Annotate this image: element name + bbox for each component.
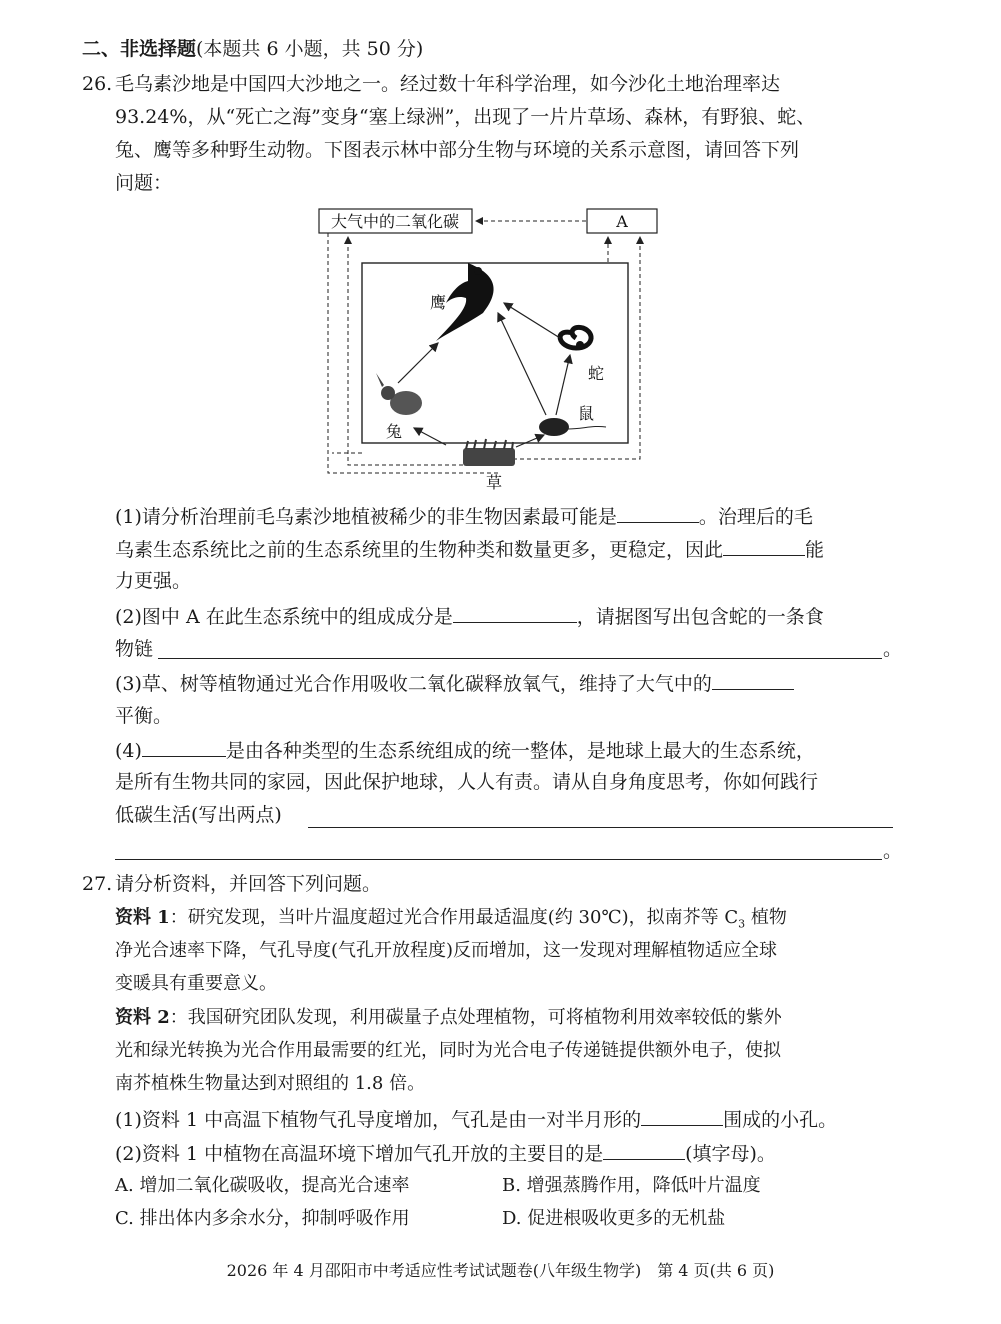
q26-p4-blank-1[interactable] xyxy=(142,736,226,757)
arrow-snake-eagle xyxy=(504,303,560,338)
q27-m2-line-2: 光和绿光转换为光合作用最需要的红光，同时为光合电子传递链提供额外电子，使拟 xyxy=(115,1040,781,1061)
eagle-label: 鹰 xyxy=(430,293,447,312)
frame-to-a-path xyxy=(608,237,628,263)
q27-p1-text-b: 围成的小孔。 xyxy=(723,1109,838,1131)
a-label: A xyxy=(616,212,628,231)
q27-option-c[interactable]: C. 排出体内多余水分，抑制呼吸作用 xyxy=(115,1208,410,1229)
arrow-mouse-eagle xyxy=(498,313,546,415)
q27-m2-line-1 xyxy=(115,1005,782,1031)
q26-p4-text-b: 是由各种类型的生态系统组成的统一整体，是地球上最大的生态系统， xyxy=(225,740,815,762)
q26-p3-line-1 xyxy=(115,669,794,697)
q26-p1-line-1 xyxy=(115,502,813,530)
q26-p2-blank-1[interactable] xyxy=(453,602,577,623)
mouse-label: 鼠 xyxy=(578,404,595,423)
co2-label: 大气中的二氧化碳 xyxy=(330,212,460,231)
q26-p2-end: 。 xyxy=(883,638,903,660)
q27-stem: 请分析资料，并回答下列问题。 xyxy=(115,873,382,895)
q26-p3-blank[interactable] xyxy=(712,669,794,690)
arrow-grass-mouse xyxy=(516,435,544,447)
q27-m1-sub: 3 xyxy=(738,917,746,931)
q27-p2 xyxy=(115,1139,776,1167)
q26-p3-line-2: 平衡。 xyxy=(115,705,173,727)
q27-option-d[interactable]: D. 促进根吸收更多的无机盐 xyxy=(502,1208,726,1229)
q27-p1-text-a: (1)资料 1 中高温下植物气孔导度增加，气孔是由一对半月形的 xyxy=(115,1109,642,1131)
rabbit-image xyxy=(376,373,422,415)
page-footer: 2026 年 4 月邵阳市中考适应性考试试题卷(八年级生物学) 第 4 页(共 6 页) xyxy=(226,1261,775,1280)
q26-p1-line-2 xyxy=(115,535,824,563)
arrow-mouse-snake xyxy=(556,355,570,415)
q27-m2-text-a: ：我国研究团队发现，利用碳量子点处理植物，可将植物利用效率较低的紫外 xyxy=(169,1007,782,1028)
q27-p2-text-a: (2)资料 1 中植物在高温环境下增加气孔开放的主要目的是 xyxy=(115,1143,604,1165)
section-header xyxy=(82,36,423,62)
q26-p4-blank-3[interactable] xyxy=(115,858,882,860)
rabbit-label: 兔 xyxy=(386,422,403,441)
q27-m2-label: 资料 2 xyxy=(115,1007,170,1028)
q26-p4-text-a: (4) xyxy=(115,740,142,762)
grass-label: 草 xyxy=(486,473,503,492)
q26-stem-line-4: 问题： xyxy=(115,172,173,194)
q27-m1-text-b: 植物 xyxy=(745,907,787,928)
q26-p1-text-b: 。治理后的毛 xyxy=(698,506,813,528)
q26-p2-blank-2[interactable] xyxy=(158,657,882,659)
ecosystem-diagram xyxy=(318,203,663,493)
q27-option-b[interactable]: B. 增强蒸腾作用，降低叶片温度 xyxy=(502,1175,761,1196)
snake-image xyxy=(560,327,591,349)
q27-m2-line-3: 南芥植株生物量达到对照组的 1.8 倍。 xyxy=(115,1073,426,1094)
snake-label: 蛇 xyxy=(588,364,605,383)
q26-p2-text-b: ，请据图写出包含蛇的一条食 xyxy=(576,606,824,628)
q26-p1-text-c: 乌素生态系统比之前的生态系统里的生物种类和数量更多，更稳定，因此 xyxy=(115,539,724,561)
q26-p3-text-a: (3)草、树等植物通过光合作用吸收二氧化碳释放氧气，维持了大气中的 xyxy=(115,673,712,695)
q27-option-a[interactable]: A. 增加二氧化碳吸收，提高光合速率 xyxy=(115,1175,410,1196)
q26-stem-line-2: 93.24%，从“死亡之海”变身“塞上绿洲”，出现了一片片草场、森林，有野狼、蛇、 xyxy=(115,106,816,128)
q26-p1-blank-2[interactable] xyxy=(723,535,805,556)
q26-p1-line-3: 力更强。 xyxy=(115,570,192,592)
q27-p2-text-b: (填字母)。 xyxy=(685,1143,776,1165)
q26-p2-line-1 xyxy=(115,602,824,630)
q27-m1-line-3: 变暖具有重要意义。 xyxy=(115,973,277,994)
q27-m1-label: 资料 1 xyxy=(115,907,170,928)
q26-stem-line-3: 兔、鹰等多种野生动物。下图表示林中部分生物与环境的关系示意图，请回答下列 xyxy=(115,139,800,161)
q27-p1-blank[interactable] xyxy=(641,1105,723,1126)
q27-m1-text-a: ：研究发现，当叶片温度超过光合作用最适温度(约 30℃)，拟南芥等 C xyxy=(169,907,739,928)
q26-p4-line-3: 低碳生活(写出两点) xyxy=(115,804,282,826)
q26-p1-text-a: (1)请分析治理前毛乌素沙地植被稀少的非生物因素最可能是 xyxy=(115,506,617,528)
q27-m1-line-1 xyxy=(115,905,787,938)
q26-p1-text-d: 能 xyxy=(805,539,825,561)
q26-p4-line-1 xyxy=(115,736,815,764)
q26-p1-blank-1[interactable] xyxy=(617,502,699,523)
q26-p4-line-2: 是所有生物共同的家园，因此保护地球，人人有责。请从自身角度思考，你如何践行 xyxy=(115,771,819,793)
question-number-27: 27. xyxy=(82,873,113,895)
q26-p2-text-a: (2)图中 A 在此生态系统中的组成成分是 xyxy=(115,606,453,628)
section-title: 二、非选择题 xyxy=(82,38,197,60)
q27-p1 xyxy=(115,1105,837,1133)
mouse-image xyxy=(539,418,606,436)
section-note: (本题共 6 小题，共 50 分) xyxy=(196,38,424,60)
q27-m1-line-2: 净光合速率下降，气孔导度(气孔开放程度)反而增加，这一发现对理解植物适应全球 xyxy=(115,940,778,961)
arrow-rabbit-eagle xyxy=(398,343,438,383)
question-number-26: 26. xyxy=(82,73,113,95)
q26-p2-line-2: 物链 xyxy=(115,638,154,660)
q26-p4-end: 。 xyxy=(883,840,903,862)
q26-stem-line-1: 毛乌素沙地是中国四大沙地之一。经过数十年科学治理，如今沙化土地治理率达 xyxy=(115,73,781,95)
q27-p2-blank[interactable] xyxy=(603,1139,685,1160)
q26-p4-blank-2[interactable] xyxy=(308,826,893,828)
